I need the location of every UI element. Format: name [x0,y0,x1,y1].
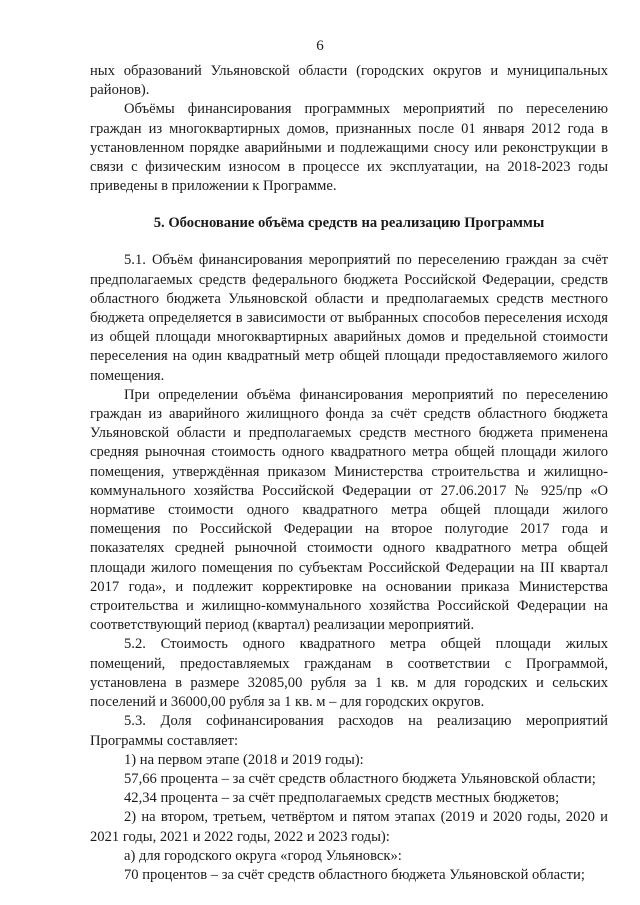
paragraph-continued: ных образований Ульяновской области (городских округов и муниципальных районов). [90,63,608,99]
list-item-70-percent: 70 процентов – за счёт средств областного бюджета Ульяновской области; [124,866,585,883]
section-heading: 5. Обоснование объёма средств на реализацию Программы [153,215,545,232]
page-number: 6 [316,38,324,54]
paragraph-financing-volumes: Объёмы финансирования программных мероприятий по переселению граждан из многоквартирных домов, признанных после 01 января 2012 года в установленном порядке аварийными и подлежащими сносу или реконструкции в связи с физическим износом в процессе их эксплуатации, на 2018-2023 годы приведены в приложении к Программе. [90,101,608,195]
document-body [90,62,608,885]
paragraph-5-1: 5.1. Объём финансирования мероприятий по переселению граждан за счёт предполагаемых средств федерального бюджета Российской Федерации, средств областного бюджета Ульяновской области и предполагаемых средств местного бюджета определяется в зависимости от выбранных способов переселения исходя из общей площади многоквартирных аварийных домов и предельной стоимости переселения на один квадратный метр общей площади предоставляемого жилого помещения. [90,252,608,384]
list-item-stage-1: 1) на первом этапе (2018 и 2019 годы): [124,751,364,768]
list-item-local-share: 42,34 процента – за счёт предполагаемых средств местных бюджетов; [124,790,560,807]
list-item-stages-2-5: 2) на втором, третьем, четвёртом и пятом этапах (2019 и 2020 годы, 2020 и 2021 годы, 2021 и 2022 годы, 2022 и 2023 годы): [90,809,608,845]
paragraph-5-3: 5.3. Доля софинансирования расходов на реализацию мероприятий Программы составляет: [90,713,608,749]
paragraph-cost-determination: При определении объёма финансирования мероприятий по переселению граждан из аварийного жилищного фонда за счёт средств областного бюджета Ульяновской области и предполагаемых средств местного бюджета применена средняя рыночная стоимость одного квадратного метра общей площади жилого помещения, утверждённая приказом Министерства строительства и жилищно-коммунального хозяйства Российской Федерации от 27.06.2017 № 925/пр «О нормативе стоимости одного квадратного метра общей площади жилого помещения по Российской Федерации на второе полугодие 2017 года и показателях средней рыночной стоимости одного квадратного метра общей площади жилого помещения по субъектам Российской Федерации на III квартал 2017 года», и подлежит корректировке на основании приказа Министерства строительства и жилищно-коммунального хозяйства Российской Федерации на соответствующий период (квартал) реализации мероприятий. [90,386,608,634]
paragraph-5-2: 5.2. Стоимость одного квадратного метра общей площади жилых помещений, предоставляемых гражданам в соответствии с Программой, установлена в размере 32085,00 рубля за 1 кв. м для городских и сельских поселений и 36000,00 рубля за 1 кв. м – для городских округов. [90,636,608,711]
list-item-regional-share: 57,66 процента – за счёт средств областного бюджета Ульяновской области; [124,770,596,787]
list-item-ulyanovsk-city: а) для городского округа «город Ульяновск»: [124,847,402,864]
